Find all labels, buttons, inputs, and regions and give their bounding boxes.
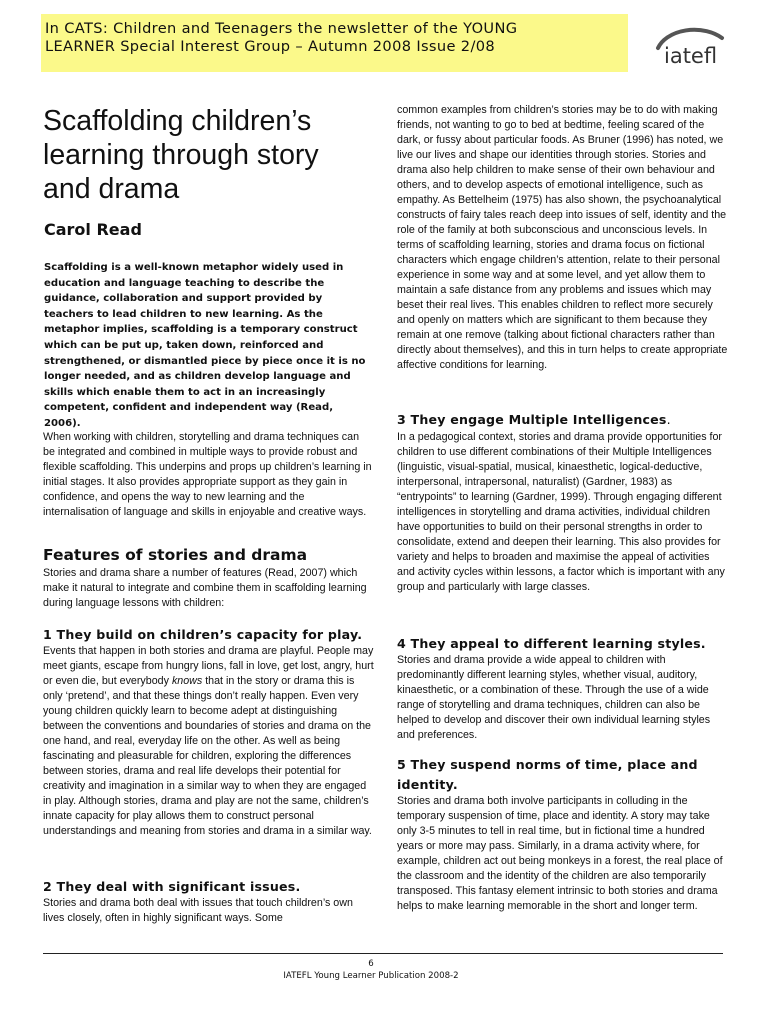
section-4-paragraph: Stories and drama provide a wide appeal to children with predominantly different learning styles, whether visual, auditory, kinaesthetic, or a combination of these. Through the use of a wide range of storytelling and drama techniques, children can also be helped to develop and discover their own individual learning styles and preferences.	[397, 654, 711, 741]
newsletter-banner-text	[45, 20, 625, 56]
article-author: Carol Read	[44, 220, 142, 239]
section-5-paragraph: Stories and drama both involve participants in colluding in the temporary suspension of time, place and identity. A story may take only 3-5 minutes to tell in real time, but in fictional time a hundred years or more may pass. Similarly, in a drama activity where, for example, children act out being monkeys in a forest, the real place of the classroom and the identity of the children are also temporarily transposed. This fantasy element intrinsic to both stories and drama helps to make learning memorable in the short and longer term.	[397, 795, 723, 912]
intro-paragraph: When working with children, storytelling and drama techniques can be integrated and combined in multiple ways to provide robust and flexible scaffolding. This underpins and props up children’s learning in initial stages. It also provides appropriate support as they gain in confidence, and opens the way to new learning and the internalisation of language and skills in enjoyable and creative ways.	[43, 431, 372, 518]
section-1-text-b: that in the story or drama this is only ‘pretend’, and that these things don’t really happen. Even very young children quickly learn to become adept at distinguishing between the conventions and boundaries of stories and drama on the one hand, and real, everyday life on the other. As well as being fascinating and pleasurable for children, exploring the differences between stories, drama and real life develops their potential for creativity and imagination in a similar way to when they are engaged in play. Although stories, drama and play are not the same, children’s innate capacity for play allows them to construct personal understandings and meaning from stories and drama in a similar way.	[43, 675, 372, 837]
section-3-heading-period: .	[666, 412, 671, 427]
section-2-heading: 2 They deal with significant issues.	[43, 879, 301, 894]
section-3-paragraph: In a pedagogical context, stories and drama provide opportunities for children to use different combinations of their Multiple Intelligences (linguistic, visual-spatial, musical, kinaesthetic, logical-deductive, interpersonal, intrapersonal, naturalist) (Gardner, 1983) as “entrypoints” to learning (Gardner, 1999). Through engaging different intelligences in storytelling and drama activities, individual children have opportunities to build on their personal strengths in order to consolidate, extend and deepen their learning. This also provides for variety and helps to broaden and maximise the appeal of activities and activity cycles within lessons, a factor which is important with any group and particularly with large classes.	[397, 431, 725, 593]
section-1-text-a: Events that happen in both stories and drama are playful. People may meet giants, escape from hungry lions, fall in love, get lost, angry, hurt or even die, but everybody	[43, 645, 374, 687]
section-3-heading	[397, 410, 671, 430]
features-paragraph: Stories and drama share a number of features (Read, 2007) which make it natural to integrate and combine them in scaffolding learning during language lessons with children:	[43, 567, 367, 609]
banner-line-1: In CATS: Children and Teenagers the newsletter of the YOUNG	[45, 20, 518, 37]
footer-divider	[43, 953, 723, 954]
section-3-heading-text: 3 They engage Multiple Intelligences	[397, 412, 667, 427]
section-4-heading: 4 They appeal to different learning styles.	[397, 636, 706, 651]
article-title: Scaffolding children’s learning through story and drama	[43, 105, 319, 205]
publication-footer: IATEFL Young Learner Publication 2008-2	[283, 971, 459, 981]
section-1-emphasis: knows	[171, 675, 203, 687]
features-heading: Features of stories and drama	[43, 546, 308, 564]
banner-line-2: LEARNER Special Interest Group – Autumn 2008 Issue 2/08	[45, 38, 495, 55]
section-1-heading: 1 They build on children’s capacity for play.	[43, 627, 363, 642]
page-number: 6	[368, 959, 374, 969]
section-5-heading: 5 They suspend norms of time, place and identity.	[397, 757, 698, 792]
article-abstract: Scaffolding is a well-known metaphor widely used in education and language teaching to describe the guidance, collaboration and support provided by teachers to lead children to new learning. As the metaphor implies, scaffolding is a temporary construct which can be put up, taken down, reinforced and strengthened, or dismantled piece by piece once it is no longer needed, and as children develop language and skills which enable them to act in an increasingly competent, confident and independent way (Read, 2006).	[44, 262, 366, 429]
column-2-paragraph: common examples from children’s stories may be to do with making friends, not wanting to go to bed at bedtime, feeling scared of the dark, or fussy about particular foods. As Bruner (1996) has noted, we live our lives and shape our identities through stories. Stories and drama also help children to make sense of their own behaviour and others, and to develop aspects of emotional intelligence, such as empathy. As Bettelheim (1975) has also shown, the psychoanalytical constructs of fairy tales reach deep into issues of self, identity and the role of the family at both subconscious and unconscious levels. In terms of scaffolding learning, stories and drama focus on fictional characters which engage children’s attention, relate to their personal experience in some way and at some level, and yet allow them to maintain a safe distance from any problems and issues which may beset their real lives. This enables children to reflect more securely and openly on matters which are significant to them because they remain at one remove (talking about fictional characters rather than directly about themselves), and this in turn helps to create appropriate affective conditions for learning.	[397, 104, 728, 371]
section-1-paragraph	[43, 644, 375, 839]
logo-text: iatefl	[664, 44, 718, 68]
section-2-paragraph: Stories and drama both deal with issues that touch children’s own lives closely, often in highly significant ways. Some	[43, 897, 353, 924]
